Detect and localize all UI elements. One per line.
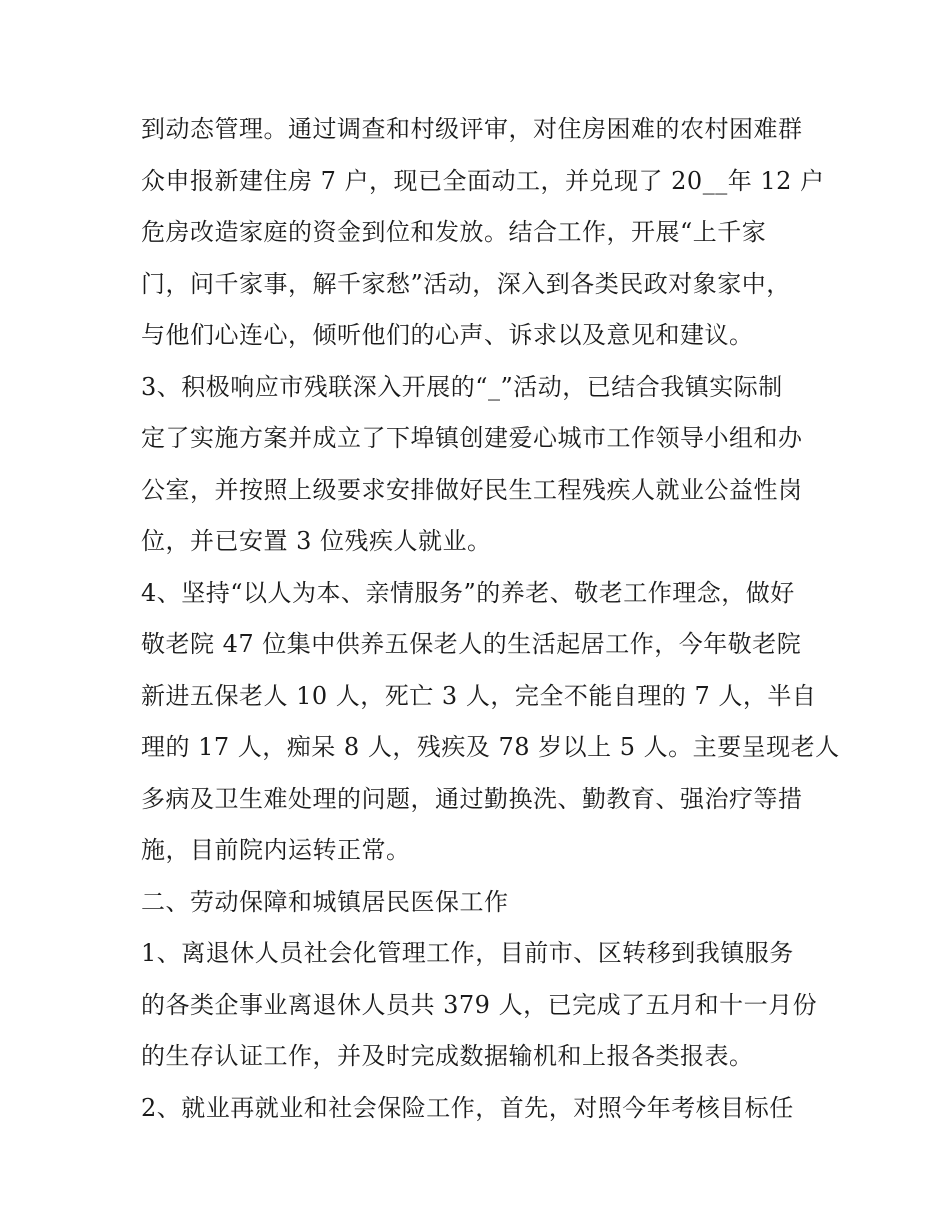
text-line: 敬老院 47 位集中供养五保老人的生活起居工作，今年敬老院 [141, 630, 802, 658]
text-line: 理的 17 人，痴呆 8 人，残疾及 78 岁以上 5 人。主要呈现老人 [141, 733, 840, 761]
text-line: 1、离退休人员社会化管理工作，目前市、区转移到我镇服务 [141, 939, 794, 967]
text-line: 定了实施方案并成立了下埠镇创建爱心城市工作领导小组和办 [141, 424, 803, 452]
text-line: 到动态管理。通过调查和村级评审，对住房困难的农村困难群 [141, 115, 803, 143]
text-line: 位，并已安置 3 位残疾人就业。 [141, 527, 492, 555]
text-line: 危房改造家庭的资金到位和发放。结合工作，开展“上千家 [141, 218, 767, 246]
text-line: 多病及卫生难处理的问题，通过勤换洗、勤教育、强治疗等措 [141, 784, 803, 813]
text-line: 4、坚持“以人为本、亲情服务”的养老、敬老工作理念，做好 [141, 578, 795, 607]
text-line: 的各类企事业离退休人员共 379 人，已完成了五月和十一月份 [141, 990, 818, 1019]
text-line: 与他们心连心，倾听他们的心声、诉求以及意见和建议。 [141, 321, 754, 349]
text-line: 2、就业再就业和社会保险工作，首先，对照今年考核目标任 [141, 1093, 794, 1122]
document-body [141, 108, 840, 1138]
text-line: 3、积极响应市残联深入开展的“_”活动，已结合我镇实际制 [141, 372, 783, 401]
section-heading: 二、劳动保障和城镇居民医保工作 [141, 887, 509, 916]
text-line: 众申报新建住房 7 户，现已全面动工，并兑现了 20__年 12 户 [141, 166, 825, 195]
text-line: 公室，并按照上级要求安排做好民生工程残疾人就业公益性岗 [141, 475, 803, 504]
text-line: 门，问千家事，解千家愁”活动，深入到各类民政对象家中， [141, 269, 791, 298]
text-line: 施，目前院内运转正常。 [141, 836, 411, 864]
text-line: 的生存认证工作，并及时完成数据输机和上报各类报表。 [141, 1042, 754, 1070]
text-line: 新进五保老人 10 人，死亡 3 人，完全不能自理的 7 人，半自 [141, 681, 817, 710]
